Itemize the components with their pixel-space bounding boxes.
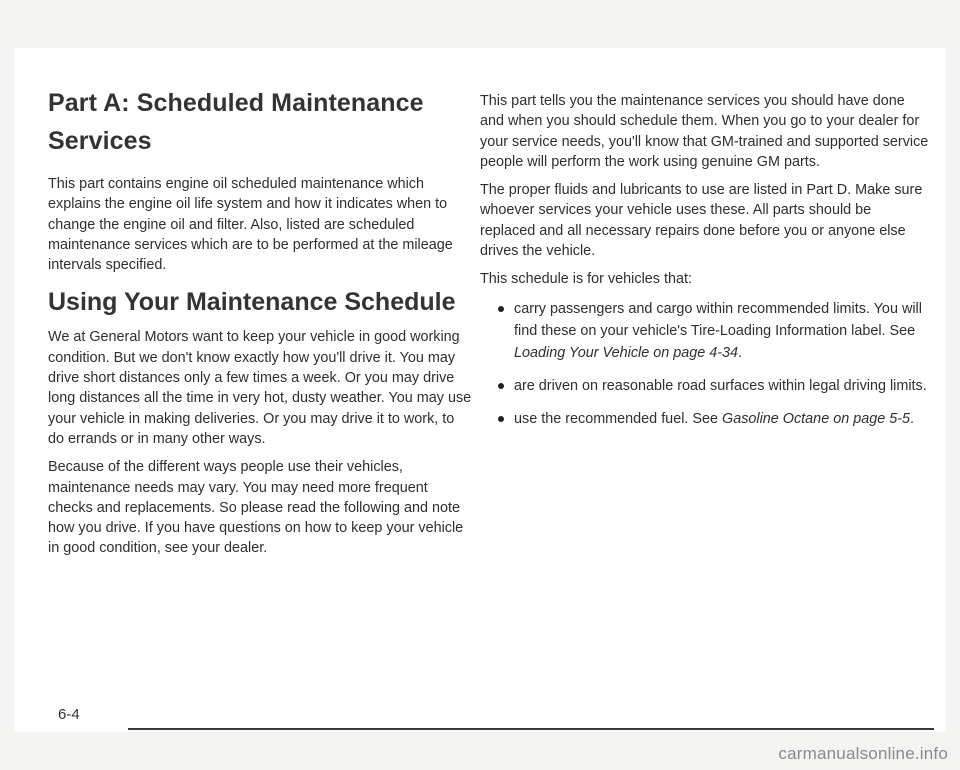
vehicle-conditions-list	[480, 298, 930, 430]
intro-paragraph: This part contains engine oil scheduled maintenance which explains the engine oil life system and how it indicates when to change the engine oil and filter. Also, listed are scheduled maintenance services which are to be performed at the mileage intervals specified.	[48, 176, 453, 274]
list-item-text: use the recommended fuel. See	[514, 410, 722, 427]
left-paragraph-1: We at General Motors want to keep your vehicle in good working condition. But we don't know exactly how you'll drive it. You may drive short distances only a few times a week. Or you may drive long distances all the time in very hot, dusty weather. You may use your vehicle in making deliveries. Or you may drive it to work, to do errands or in many other ways.	[48, 329, 472, 447]
page-reference-link[interactable]: Gasoline Octane on page 5-5	[722, 410, 911, 427]
list-item	[480, 375, 930, 397]
list-item-end: .	[738, 344, 743, 361]
page-number: 6-4	[58, 706, 80, 723]
left-column	[48, 84, 473, 567]
list-item-text: carry passengers and cargo within recommended limits. You will find these on your vehicle's Tire-Loading Information label. See	[514, 300, 922, 339]
footer-divider	[128, 728, 934, 730]
right-paragraph-2: The proper fluids and lubricants to use are listed in Part D. Make sure whoever services your vehicle uses these. All parts should be replaced and all necessary repairs done before you or anyone else drives the vehicle.	[480, 182, 923, 260]
list-item-text: are driven on reasonable road surfaces within legal driving limits.	[514, 377, 927, 394]
watermark: carmanualsonline.info	[778, 744, 948, 763]
bullet-icon	[498, 306, 504, 312]
right-column	[480, 91, 930, 441]
bullet-icon	[498, 416, 504, 422]
list-item-end: .	[910, 410, 915, 427]
heading-a-line1: Part A: Scheduled Maintenance	[48, 89, 424, 117]
page-reference-link[interactable]: Loading Your Vehicle on page 4-34	[514, 344, 739, 361]
list-item	[480, 298, 930, 364]
list-item	[480, 408, 930, 430]
section-heading-schedule: Using Your Maintenance Schedule	[48, 288, 456, 317]
manual-page	[14, 48, 946, 732]
heading-a-line2: Services	[48, 127, 152, 155]
right-paragraph-3: This schedule is for vehicles that:	[480, 271, 692, 288]
right-paragraph-1: This part tells you the maintenance services you should have done and when you should schedule them. When you go to your dealer for your service needs, you'll know that GM-trained and supported service people will perform the work using genuine GM parts.	[480, 93, 929, 170]
section-heading-part-a	[48, 84, 473, 160]
left-paragraph-2: Because of the different ways people use their vehicles, maintenance needs may vary. You may need more frequent checks and replacements. So please read the following and note how you drive. If you have questions on how to keep your vehicle in good condition, see your dealer.	[48, 459, 464, 557]
bullet-icon	[498, 383, 504, 389]
